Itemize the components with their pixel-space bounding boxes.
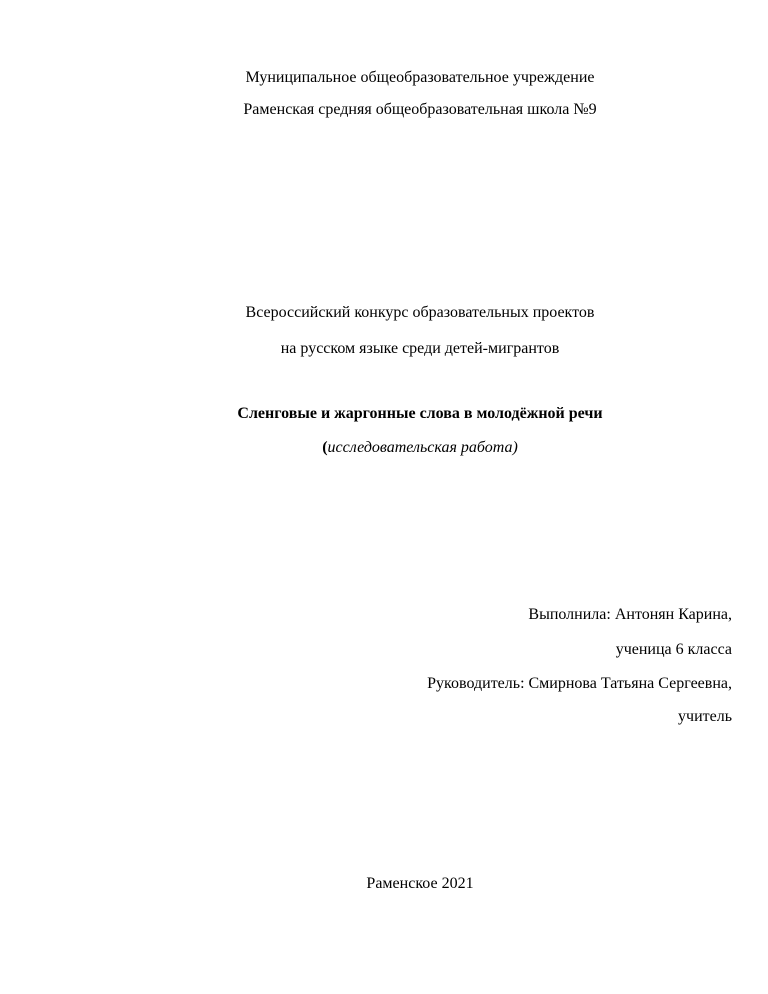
institution-line-1: Муниципальное общеобразовательное учреждение [245,69,595,86]
contest-line-1: Всероссийский конкурс образовательных проектов [245,304,595,321]
supervisor-role-line: учитель [678,708,732,725]
author-grade-line: ученица 6 класса [615,641,732,658]
work-title: Сленговые и жаргонные слова в молодёжной речи [237,405,603,422]
subtitle-open-paren: ( [322,439,328,456]
author-line: Выполнила: Антонян Карина, [528,606,732,623]
contest-line-2: на русском языке среди детей-мигрантов [280,340,560,357]
place-year: Раменское 2021 [366,875,474,892]
work-subtitle [36,438,768,458]
institution-line-2: Раменская средняя общеобразовательная школа №9 [243,101,597,118]
subtitle-text: исследовательская работа) [327,439,518,456]
supervisor-line: Руководитель: Смирнова Татьяна Сергеевна, [427,675,732,692]
